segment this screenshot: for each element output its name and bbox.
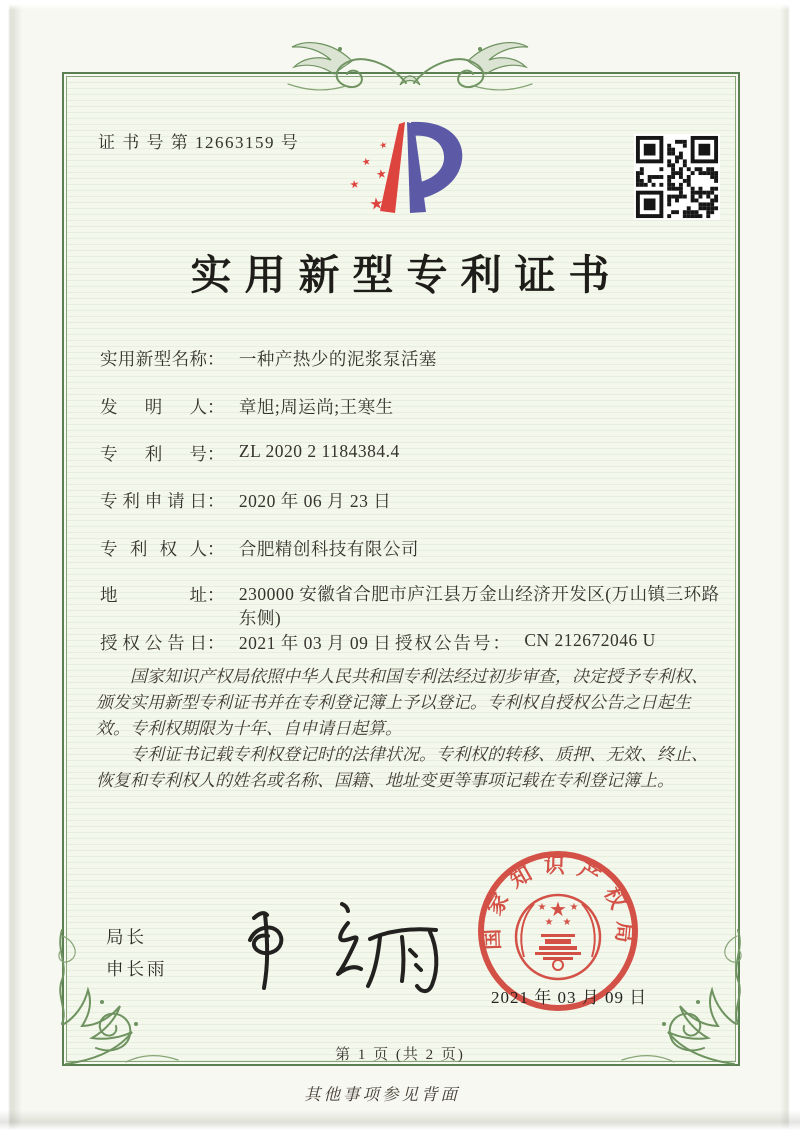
field-label: 专利权人 <box>100 539 207 559</box>
certificate-title: 实用新型专利证书 <box>190 252 623 298</box>
signer-title: 局长 <box>106 927 147 947</box>
top-flourish-ornament <box>285 28 535 114</box>
svg-text:★: ★ <box>544 917 554 928</box>
photo-edge-bottom <box>0 1110 800 1132</box>
qr-code-icon <box>634 134 720 220</box>
utility-model-name: 一种产热少的泥浆泵活塞 <box>238 349 437 369</box>
page-number: 第 1 页 (共 2 页) <box>335 1047 465 1063</box>
svg-text:★: ★ <box>360 156 373 169</box>
filing-date: 2020 年 06 月 23 日 <box>238 491 392 511</box>
inventor-names: 章旭;周运尚;王寒生 <box>238 397 394 417</box>
grant-number: CN 212672046 U <box>524 630 656 650</box>
certificate-number: 证 书 号 第 12663159 号 <box>98 133 300 152</box>
photo-edge-top <box>0 0 800 10</box>
cnipa-logo-icon <box>333 112 468 227</box>
svg-text:★: ★ <box>368 193 385 214</box>
photo-edge-left <box>0 0 22 1132</box>
field-row-filing-date: 专利申请日： 2020 年 06 月 23 日 <box>100 488 391 513</box>
patentee-name: 合肥精创科技有限公司 <box>238 539 419 559</box>
field-row-inventor: 发明人： 章旭;周运尚;王寒生 <box>100 394 394 419</box>
svg-text:★: ★ <box>537 902 547 913</box>
legal-statement <box>96 664 710 794</box>
field-grant-number: 授权公告号： CN 212672046 U <box>395 630 656 653</box>
seal-ring-text: 国家知识产权局 <box>479 853 638 955</box>
field-label: 授权公告号 <box>395 633 493 653</box>
field-row-name: 实用新型名称： 一种产热少的泥浆泵活塞 <box>100 346 437 371</box>
patentee-address: 230000 安徽省合肥市庐江县万金山经济开发区(万山镇三环路东侧) <box>238 584 720 628</box>
field-label: 地址 <box>100 585 207 605</box>
field-label: 授权公告日 <box>100 633 207 653</box>
legal-paragraph-1: 国家知识产权局依照中华人民共和国专利法经过初步审查，决定授予专利权、颁发实用新型专利证书并在专利登记簿上予以登记。专利权自授权公告之日起生效。专利权期限为十年、自申请日起算。 <box>96 667 708 738</box>
field-label: 专利申请日 <box>100 491 207 511</box>
back-side-note: 其他事项参见背面 <box>304 1085 460 1104</box>
shen-changyu-signature-icon <box>232 892 442 1000</box>
field-label: 发明人 <box>100 397 207 417</box>
field-row-grant: 授权公告日： 2021 年 03 月 09 日 授权公告号： CN 212672046 U <box>100 630 656 653</box>
svg-text:★: ★ <box>378 140 389 152</box>
field-row-patentee: 专利权人： 合肥精创科技有限公司 <box>100 536 419 561</box>
grant-date: 2021 年 03 月 09 日 <box>238 633 392 653</box>
svg-text:★: ★ <box>549 897 567 921</box>
field-label: 专利号 <box>100 444 207 464</box>
svg-text:★: ★ <box>562 917 572 928</box>
field-row-patent-number: 专利号： ZL 2020 2 1184384.4 <box>100 441 400 464</box>
field-row-address: 地址： 230000 安徽省合肥市庐江县万金山经济开发区(万山镇三环路东侧) <box>100 582 731 630</box>
photo-edge-right <box>780 0 800 1132</box>
svg-text:★: ★ <box>348 177 361 192</box>
seal-date: 2021 年 03 月 09 日 <box>491 988 648 1007</box>
signer-name: 申长雨 <box>106 959 168 979</box>
national-emblem-icon <box>516 895 600 979</box>
legal-paragraph-2: 专利证书记载专利权登记时的法律状况。专利权的转移、质押、无效、终止、恢复和专利权人的姓名或名称、国籍、地址变更等事项记载在专利登记簿上。 <box>96 745 708 790</box>
svg-text:★: ★ <box>569 902 579 913</box>
patent-number: ZL 2020 2 1184384.4 <box>238 441 400 461</box>
field-label: 实用新型名称 <box>100 349 207 369</box>
svg-text:★: ★ <box>374 166 388 182</box>
